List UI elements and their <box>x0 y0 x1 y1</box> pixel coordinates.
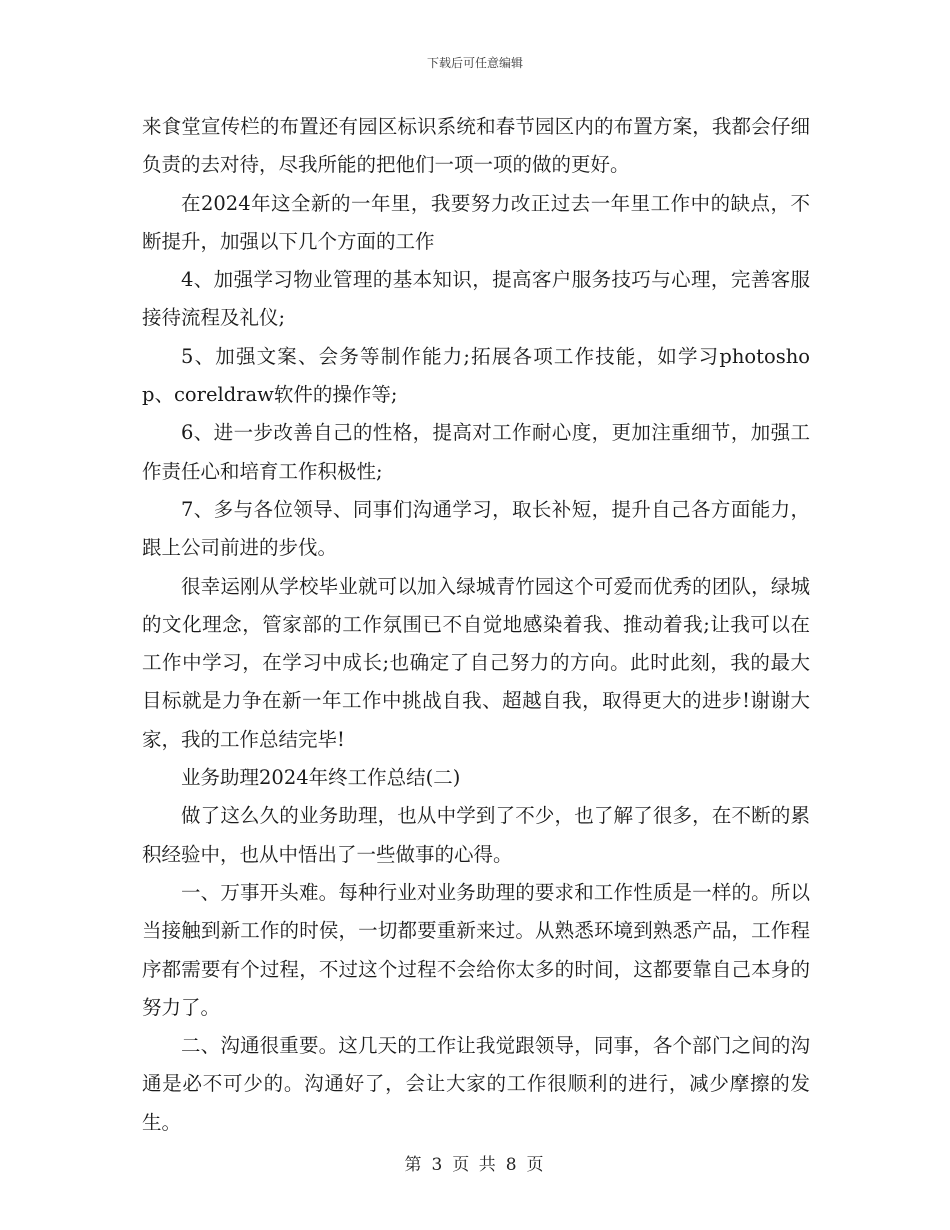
paragraph-3: 4、加强学习物业管理的基本知识，提高客户服务技巧与心理，完善客服接待流程及礼仪; <box>142 268 810 330</box>
paragraph-5: 6、进一步改善自己的性格，提高对工作耐心度，更加注重细节，加强工作责任心和培育工作积极性; <box>142 421 810 483</box>
page-footer <box>0 1150 950 1175</box>
paragraph-4: 5、加强文案、会务等制作能力;拓展各项工作技能，如学习photoshop、coreldraw软件的操作等; <box>142 344 810 407</box>
section-title: 业务助理2024年终工作总结(二) <box>181 766 461 790</box>
page-number: 3 <box>431 1155 445 1175</box>
page-header: 下载后可任意编辑 <box>426 56 523 70</box>
paragraph-7: 很幸运刚从学校毕业就可以加入绿城青竹园这个可爱而优秀的团队，绿城的文化理念，管家部的工作氛围已不自觉地感染着我、推动着我;让我可以在工作中学习，在学习中成长;也确定了自己努力的方向。此时此刻，我的最大目标就是力争在新一年工作中挑战自我、超越自我，取得更大的进步!谢谢大家，我的工作总结完毕! <box>142 574 810 751</box>
paragraph-8: 做了这么久的业务助理，也从中学到了不少，也了解了很多，在不断的累积经验中，也从中悟出了一些做事的心得。 <box>142 804 810 866</box>
document-body <box>142 108 810 1142</box>
paragraph-2: 在2024年这全新的一年里，我要努力改正过去一年里工作中的缺点，不断提升，加强以下几个方面的工作 <box>142 191 810 253</box>
paragraph-9: 一、万事开头难。每种行业对业务助理的要求和工作性质是一样的。所以当接触到新工作的时侯，一切都要重新来过。从熟悉环境到熟悉产品，工作程序都需要有个过程，不过这个过程不会给你太多的时间，这都要靠自己本身的努力了。 <box>142 880 810 1019</box>
paragraph-1: 来食堂宣传栏的布置还有园区标识系统和春节园区内的布置方案，我都会仔细负责的去对待，尽我所能的把他们一项一项的做的更好。 <box>142 115 810 177</box>
total-pages: 8 <box>505 1155 519 1175</box>
footer-suffix: 页 <box>526 1155 546 1175</box>
footer-middle: 页 共 <box>452 1155 498 1175</box>
paragraph-10: 二、沟通很重要。这几天的工作让我觉跟领导，同事，各个部门之间的沟通是必不可少的。沟通好了，会让大家的工作很顺利的进行，减少摩擦的发生。 <box>142 1034 810 1134</box>
footer-prefix: 第 <box>404 1155 424 1175</box>
paragraph-6: 7、多与各位领导、同事们沟通学习，取长补短，提升自己各方面能力，跟上公司前进的步伐。 <box>142 497 810 560</box>
